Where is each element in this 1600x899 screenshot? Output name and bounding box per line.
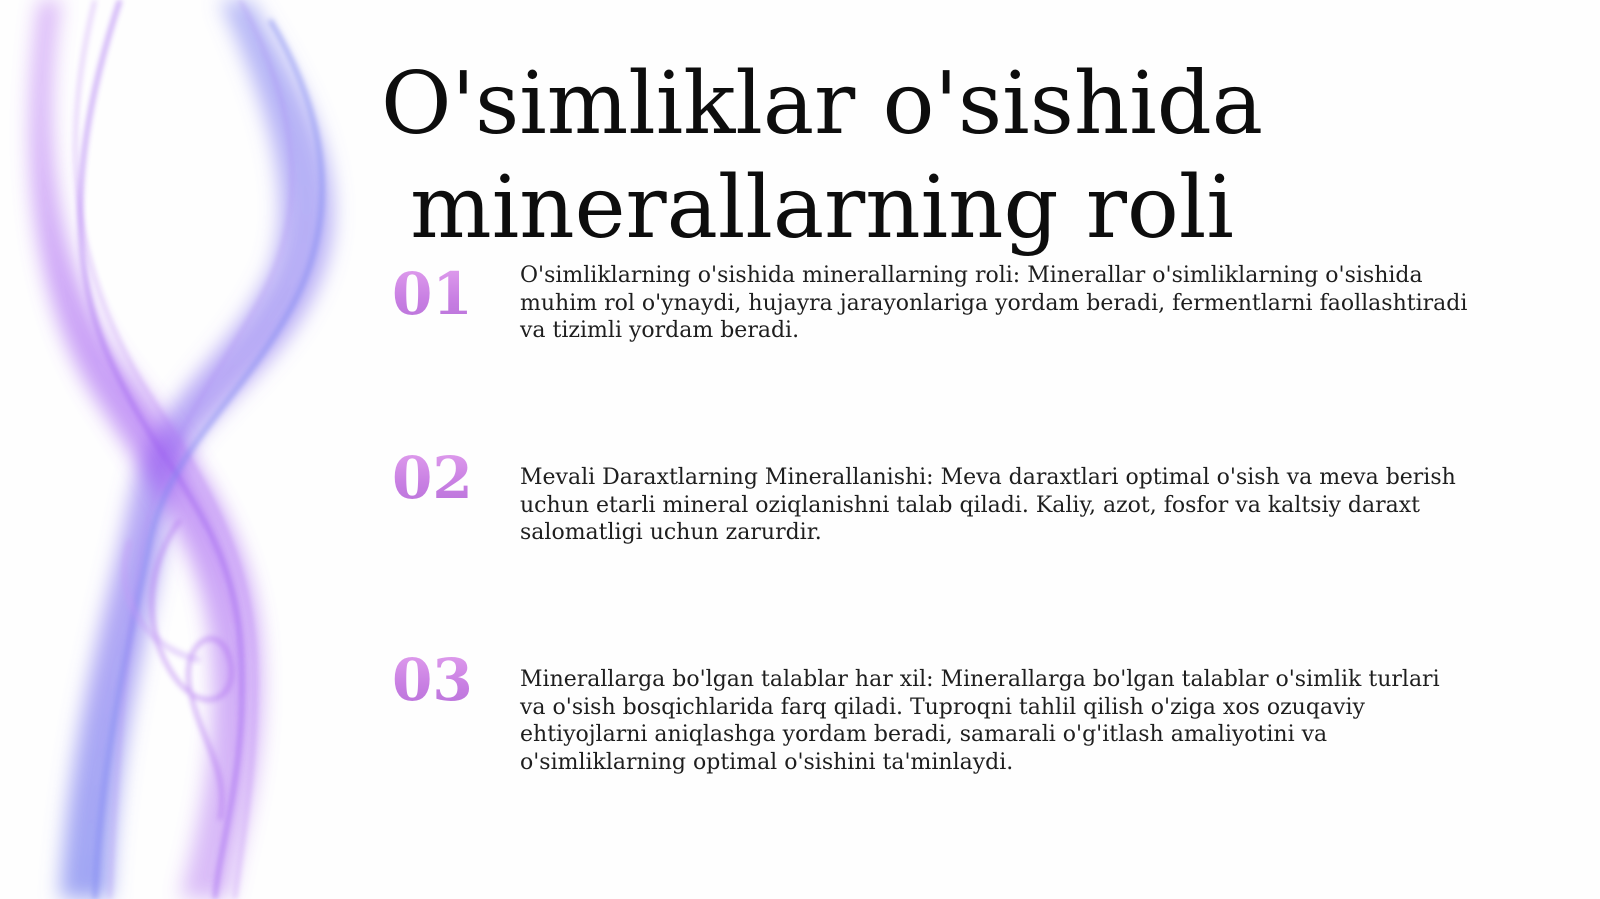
item-text: Mevali Daraxtlarning Minerallanishi: Meva daraxtlari optimal o'sish va meva berish uchun etarli mineral oziqlanishni talab qiladi. Kaliy, azot, fosfor va kaltsiy daraxt salomatligi uchun zarurdir. <box>520 465 1456 545</box>
item-number: 01 <box>392 260 473 328</box>
item-number: 03 <box>392 646 473 714</box>
item-text: O'simliklarning o'sishida minerallarning roli: Minerallar o'simliklarning o'sishida muhim rol o'ynaydi, hujayra jarayonlariga yordam beradi, fermentlarni faollashtiradi va tizimli yordam beradi. <box>520 263 1468 343</box>
smoke-wave-decoration <box>0 0 380 899</box>
title-line-2: minerallarning roli <box>410 158 1234 258</box>
item-text: Minerallarga bo'lgan talablar har xil: Minerallarga bo'lgan talablar o'simlik turlari va o'sish bosqichlarida farq qiladi. Tuproqni tahlil qilish o'ziga xos ozuqaviy ehtiyojlarni aniqlashga yordam beradi, samarali o'g'itlash amaliyotini va o'simliklarning optimal o'sishini ta'minlaydi. <box>520 667 1440 775</box>
slide-title <box>372 52 1272 260</box>
item-number: 02 <box>392 444 473 512</box>
title-line-1: O'simliklar o'sishida <box>380 54 1264 154</box>
